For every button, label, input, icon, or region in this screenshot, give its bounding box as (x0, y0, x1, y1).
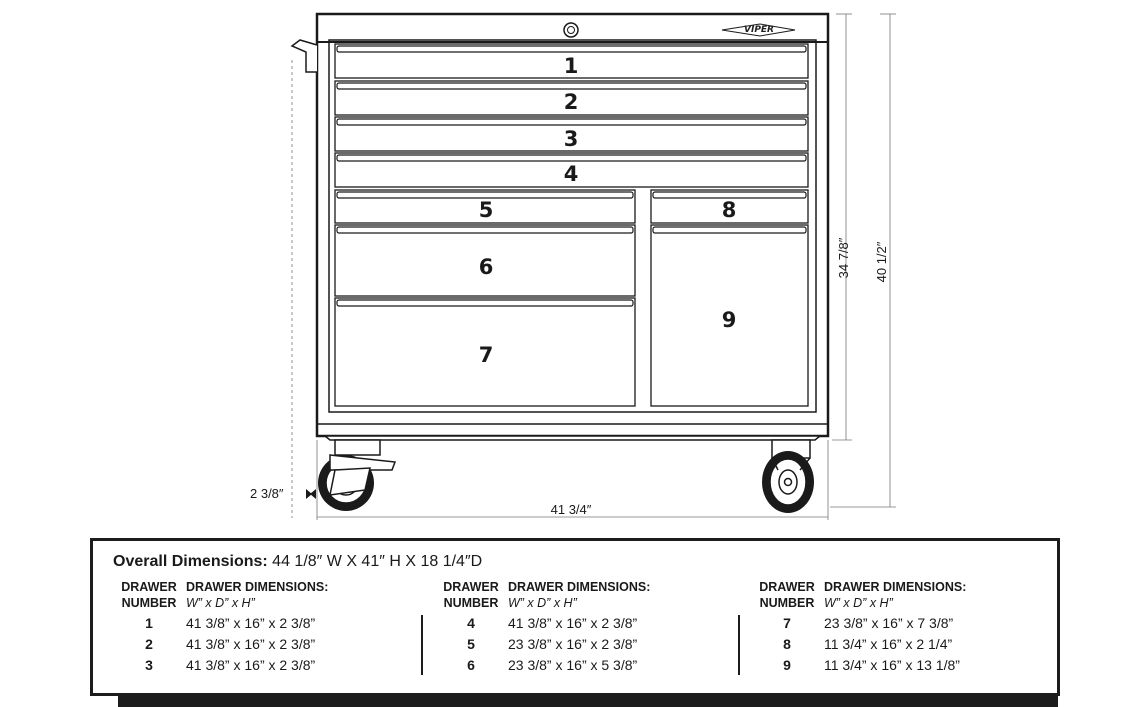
dimension-width-label: 41 3/4″ (550, 502, 592, 517)
header-drawer-number: DRAWER NUMBER (759, 580, 815, 610)
header-drawer-number: DRAWER NUMBER (121, 580, 177, 610)
drawer-label-9: 9 (721, 308, 737, 332)
table-row: 9 11 3/4” x 16” x 13 1/8” (783, 657, 960, 673)
table-row: 5 23 3/8” x 16” x 2 3/8” (467, 636, 638, 652)
clearance-arrows-icon (306, 489, 316, 499)
overall-dimensions-value: 44 1/8″ W X 41″ H X 18 1/4″D (272, 553, 483, 570)
table-row: 8 11 3/4” x 16” x 2 1/4” (783, 636, 953, 652)
table-row: 6 23 3/8” x 16” x 5 3/8” (467, 657, 638, 673)
drawer-label-2: 2 (563, 90, 579, 114)
lock-icon (564, 23, 578, 37)
svg-text:VIPER: VIPER (744, 25, 774, 35)
spec-panel (90, 538, 1060, 696)
dimension-overall-height-label: 40 1/2″ (874, 241, 889, 283)
drawer-label-6: 6 (478, 255, 494, 279)
drawer-label-5: 5 (478, 198, 494, 222)
drawer-label-7: 7 (478, 343, 494, 367)
drawer-label-8: 8 (721, 198, 737, 222)
header-drawer-dimensions: DRAWER DIMENSIONS: W” x D” x H” (186, 580, 329, 610)
header-drawer-dimensions: DRAWER DIMENSIONS: W” x D” x H” (824, 580, 967, 610)
dimension-cabinet-height-label: 34 7/8″ (836, 237, 851, 279)
side-handle (292, 40, 317, 72)
spec-panel-shadow (118, 696, 1058, 707)
overall-dimensions-label: Overall Dimensions: (113, 553, 268, 570)
spec-column-2 (435, 579, 735, 684)
table-row: 3 41 3/8” x 16” x 2 3/8” (145, 657, 316, 673)
overall-dimensions (113, 553, 482, 571)
drawer-label-3: 3 (563, 127, 579, 151)
table-row: 2 41 3/8” x 16” x 2 3/8” (145, 636, 316, 652)
header-drawer-number: DRAWER NUMBER (443, 580, 499, 610)
cabinet-base (317, 424, 828, 440)
left-caster (318, 440, 395, 511)
column-divider (421, 615, 423, 675)
column-divider (738, 615, 740, 675)
table-row: 1 41 3/8” x 16” x 2 3/8” (145, 615, 316, 631)
spec-column-3 (751, 579, 1051, 684)
spec-column-1 (113, 579, 413, 684)
right-caster (762, 440, 814, 513)
table-row: 4 41 3/8” x 16” x 2 3/8” (467, 615, 638, 631)
table-row: 7 23 3/8” x 16” x 7 3/8” (783, 615, 954, 631)
drawer-label-1: 1 (563, 54, 579, 78)
header-drawer-dimensions: DRAWER DIMENSIONS: W” x D” x H” (508, 580, 651, 610)
dimension-clearance-label: 2 3/8″ (250, 486, 284, 501)
drawer-label-4: 4 (563, 162, 579, 186)
